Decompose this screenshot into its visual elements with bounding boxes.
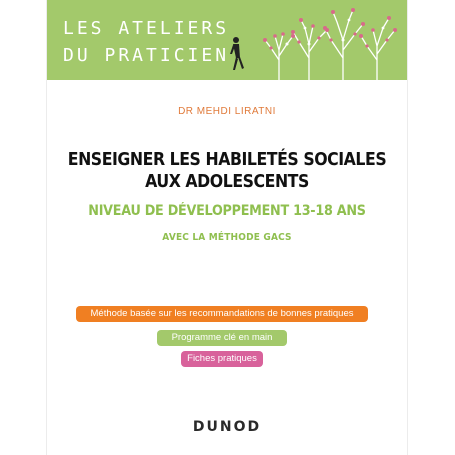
trees-illustration — [47, 0, 407, 80]
tree-3 — [325, 10, 363, 80]
feature-tag-fiches: Fiches pratiques — [181, 351, 263, 367]
series-band — [47, 0, 407, 80]
walking-person-icon — [230, 37, 244, 70]
book-cover — [47, 0, 407, 455]
feature-tag-recommendations: Méthode basée sur les recommandations de bonnes pratiques — [76, 306, 368, 322]
series-name-line-1: LES ATELIERS — [63, 18, 230, 39]
title-line-1: ENSEIGNER LES HABILETÉS SOCIALES — [67, 150, 387, 170]
author-name: DR MEHDI LIRATNI — [178, 106, 276, 117]
title-line-2: AUX ADOLESCENTS — [145, 172, 309, 192]
feature-tag-programme: Programme clé en main — [157, 330, 287, 346]
subtitle: NIVEAU DE DÉVELOPPEMENT 13-18 ANS — [88, 203, 366, 219]
method-subtitle: AVEC LA MÉTHODE GACS — [162, 232, 292, 243]
tree-4 — [361, 18, 395, 80]
tree-2 — [293, 20, 327, 80]
tree-1 — [265, 34, 293, 80]
series-name-line-2: DU PRATICIEN — [63, 45, 230, 66]
publisher-logo: DUNOD — [192, 419, 262, 435]
